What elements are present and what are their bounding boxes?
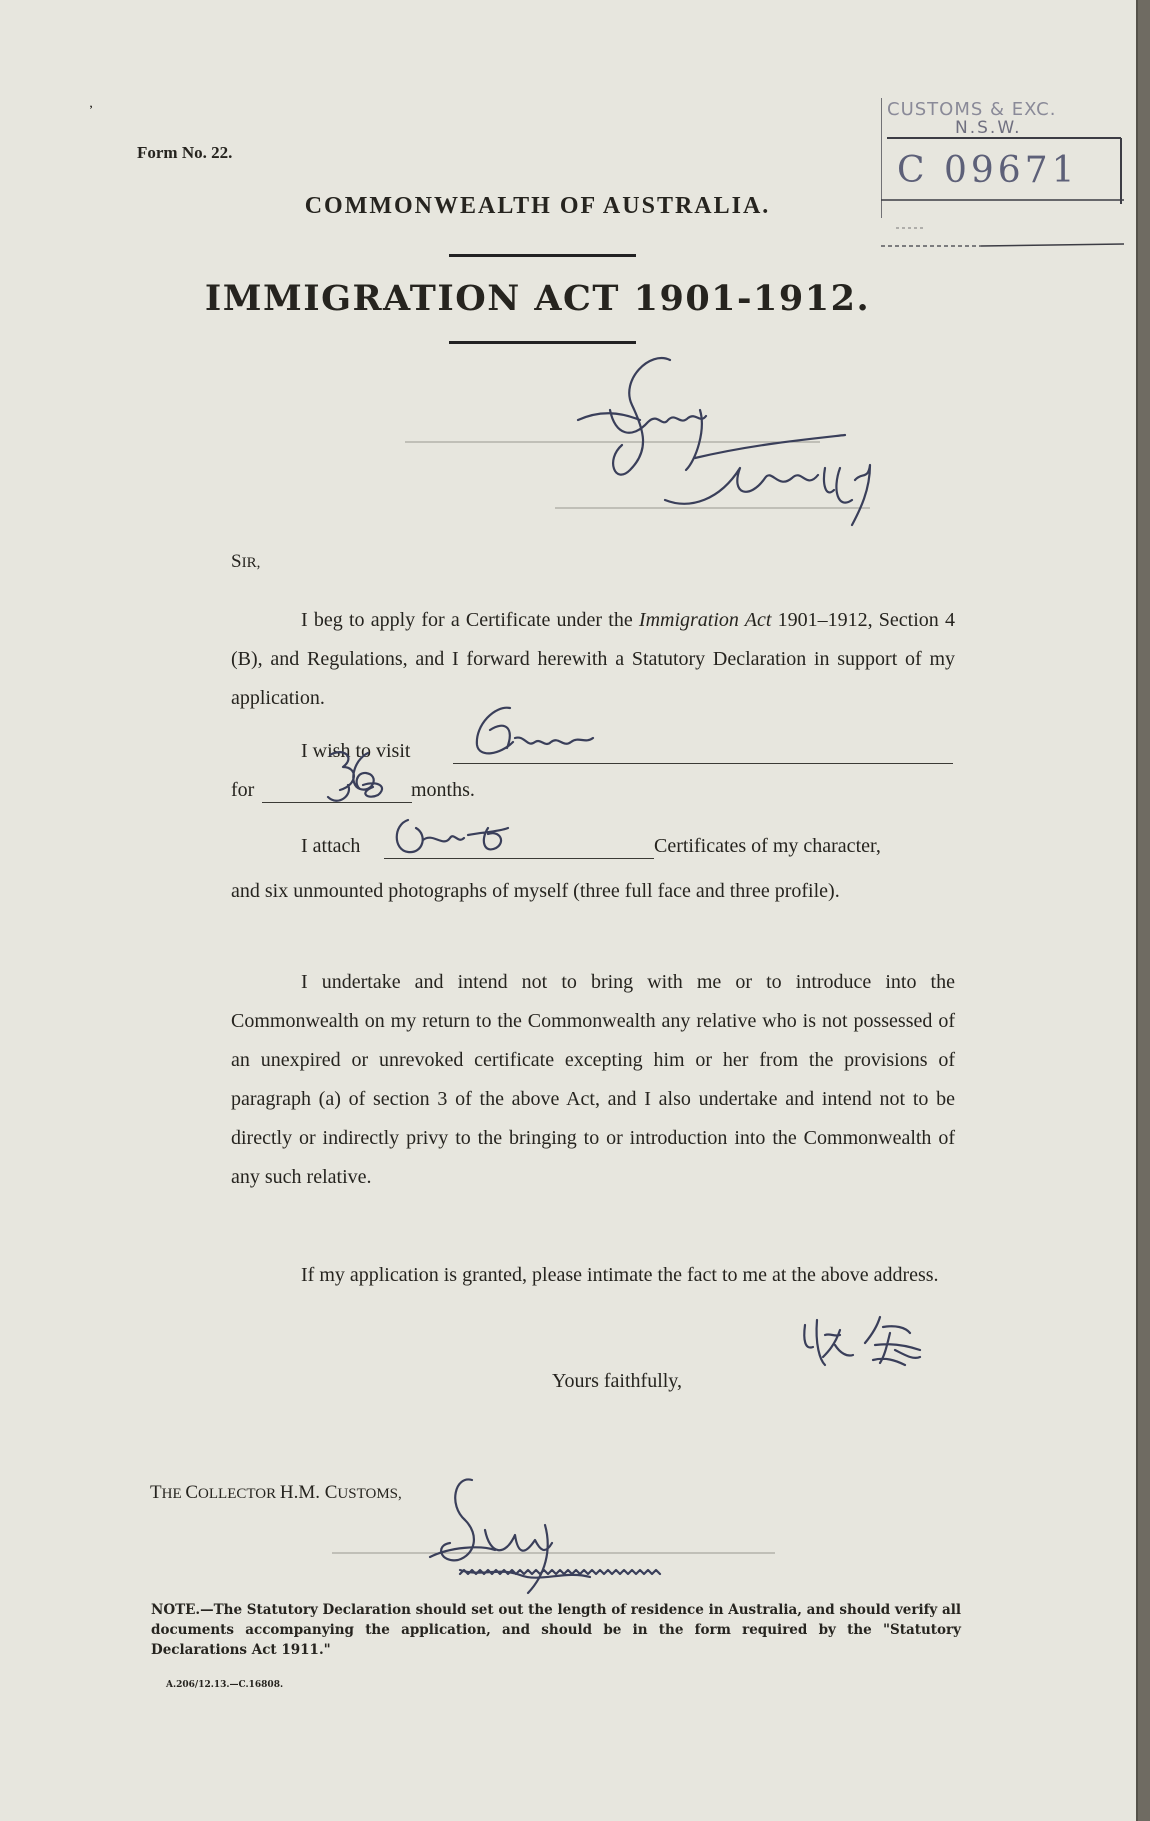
stamp-number: C 09671	[897, 150, 1079, 191]
heading: COMMONWEALTH OF AUSTRALIA.	[304, 193, 771, 219]
print-reference: A.206/12.13.—C.16808.	[166, 1680, 284, 1690]
application-paragraph: I beg to apply for a Certificate under the Immigration Act 1901–1912, Section 4 (B), and Regulations, and I forward herewith a Statutory Declaration in support of my application.	[231, 609, 955, 709]
declaration-note: NOTE.—The Statutory Declaration should set out the length of residence in Australia, and should verify all documents accompanying the application, and should be in the form required by the "Statutory Declarations Act 1911."	[151, 1602, 961, 1658]
margin-mark: ᾽	[88, 102, 94, 122]
handwritten-place-signature	[330, 1465, 790, 1600]
handwritten-place	[400, 350, 880, 530]
handwritten-destination	[455, 700, 605, 770]
handwritten-months	[318, 745, 418, 815]
stamp-subheader: N.S.W.	[955, 118, 1022, 138]
form-number: Form No. 22.	[137, 143, 233, 162]
act-title: IMMIGRATION ACT 1901-1912.	[204, 278, 871, 319]
for-label: for	[231, 779, 255, 801]
photographs-paragraph: and six unmounted photographs of myself (three full face and three profile).	[231, 880, 840, 902]
title-rule-bottom	[449, 341, 636, 344]
title-rule-top	[449, 254, 636, 257]
notification-paragraph: If my application is granted, please intimate the fact to me at the above address.	[301, 1264, 939, 1286]
salutation: SIR,	[231, 551, 261, 572]
applicant-signature	[795, 1305, 935, 1375]
handwritten-attach-count	[388, 810, 518, 865]
months-label: months.	[411, 779, 475, 801]
stamp-header: CUSTOMS & EXC.	[887, 99, 1057, 120]
visit-label: I wish to visit	[301, 740, 411, 762]
closing: Yours faithfully,	[552, 1370, 683, 1392]
attach-label: I attach	[301, 835, 361, 857]
addressee: THE COLLECTOR H.M. CUSTOMS,	[150, 1482, 402, 1503]
certificates-label: Certificates of my character,	[654, 835, 881, 857]
undertaking-paragraph: I undertake and intend not to bring with me or to introduce into the Commonwealth on my return to the Commonwealth any relative who is not possessed of an unexpired or unrevoked certificate excepting him or her from the provisions of paragraph (a) of section 3 of the above Act, and I also undertake and intend not to be directly or indirectly privy to the bringing to or introduction into the Commonwealth of any such relative.	[231, 971, 955, 1188]
